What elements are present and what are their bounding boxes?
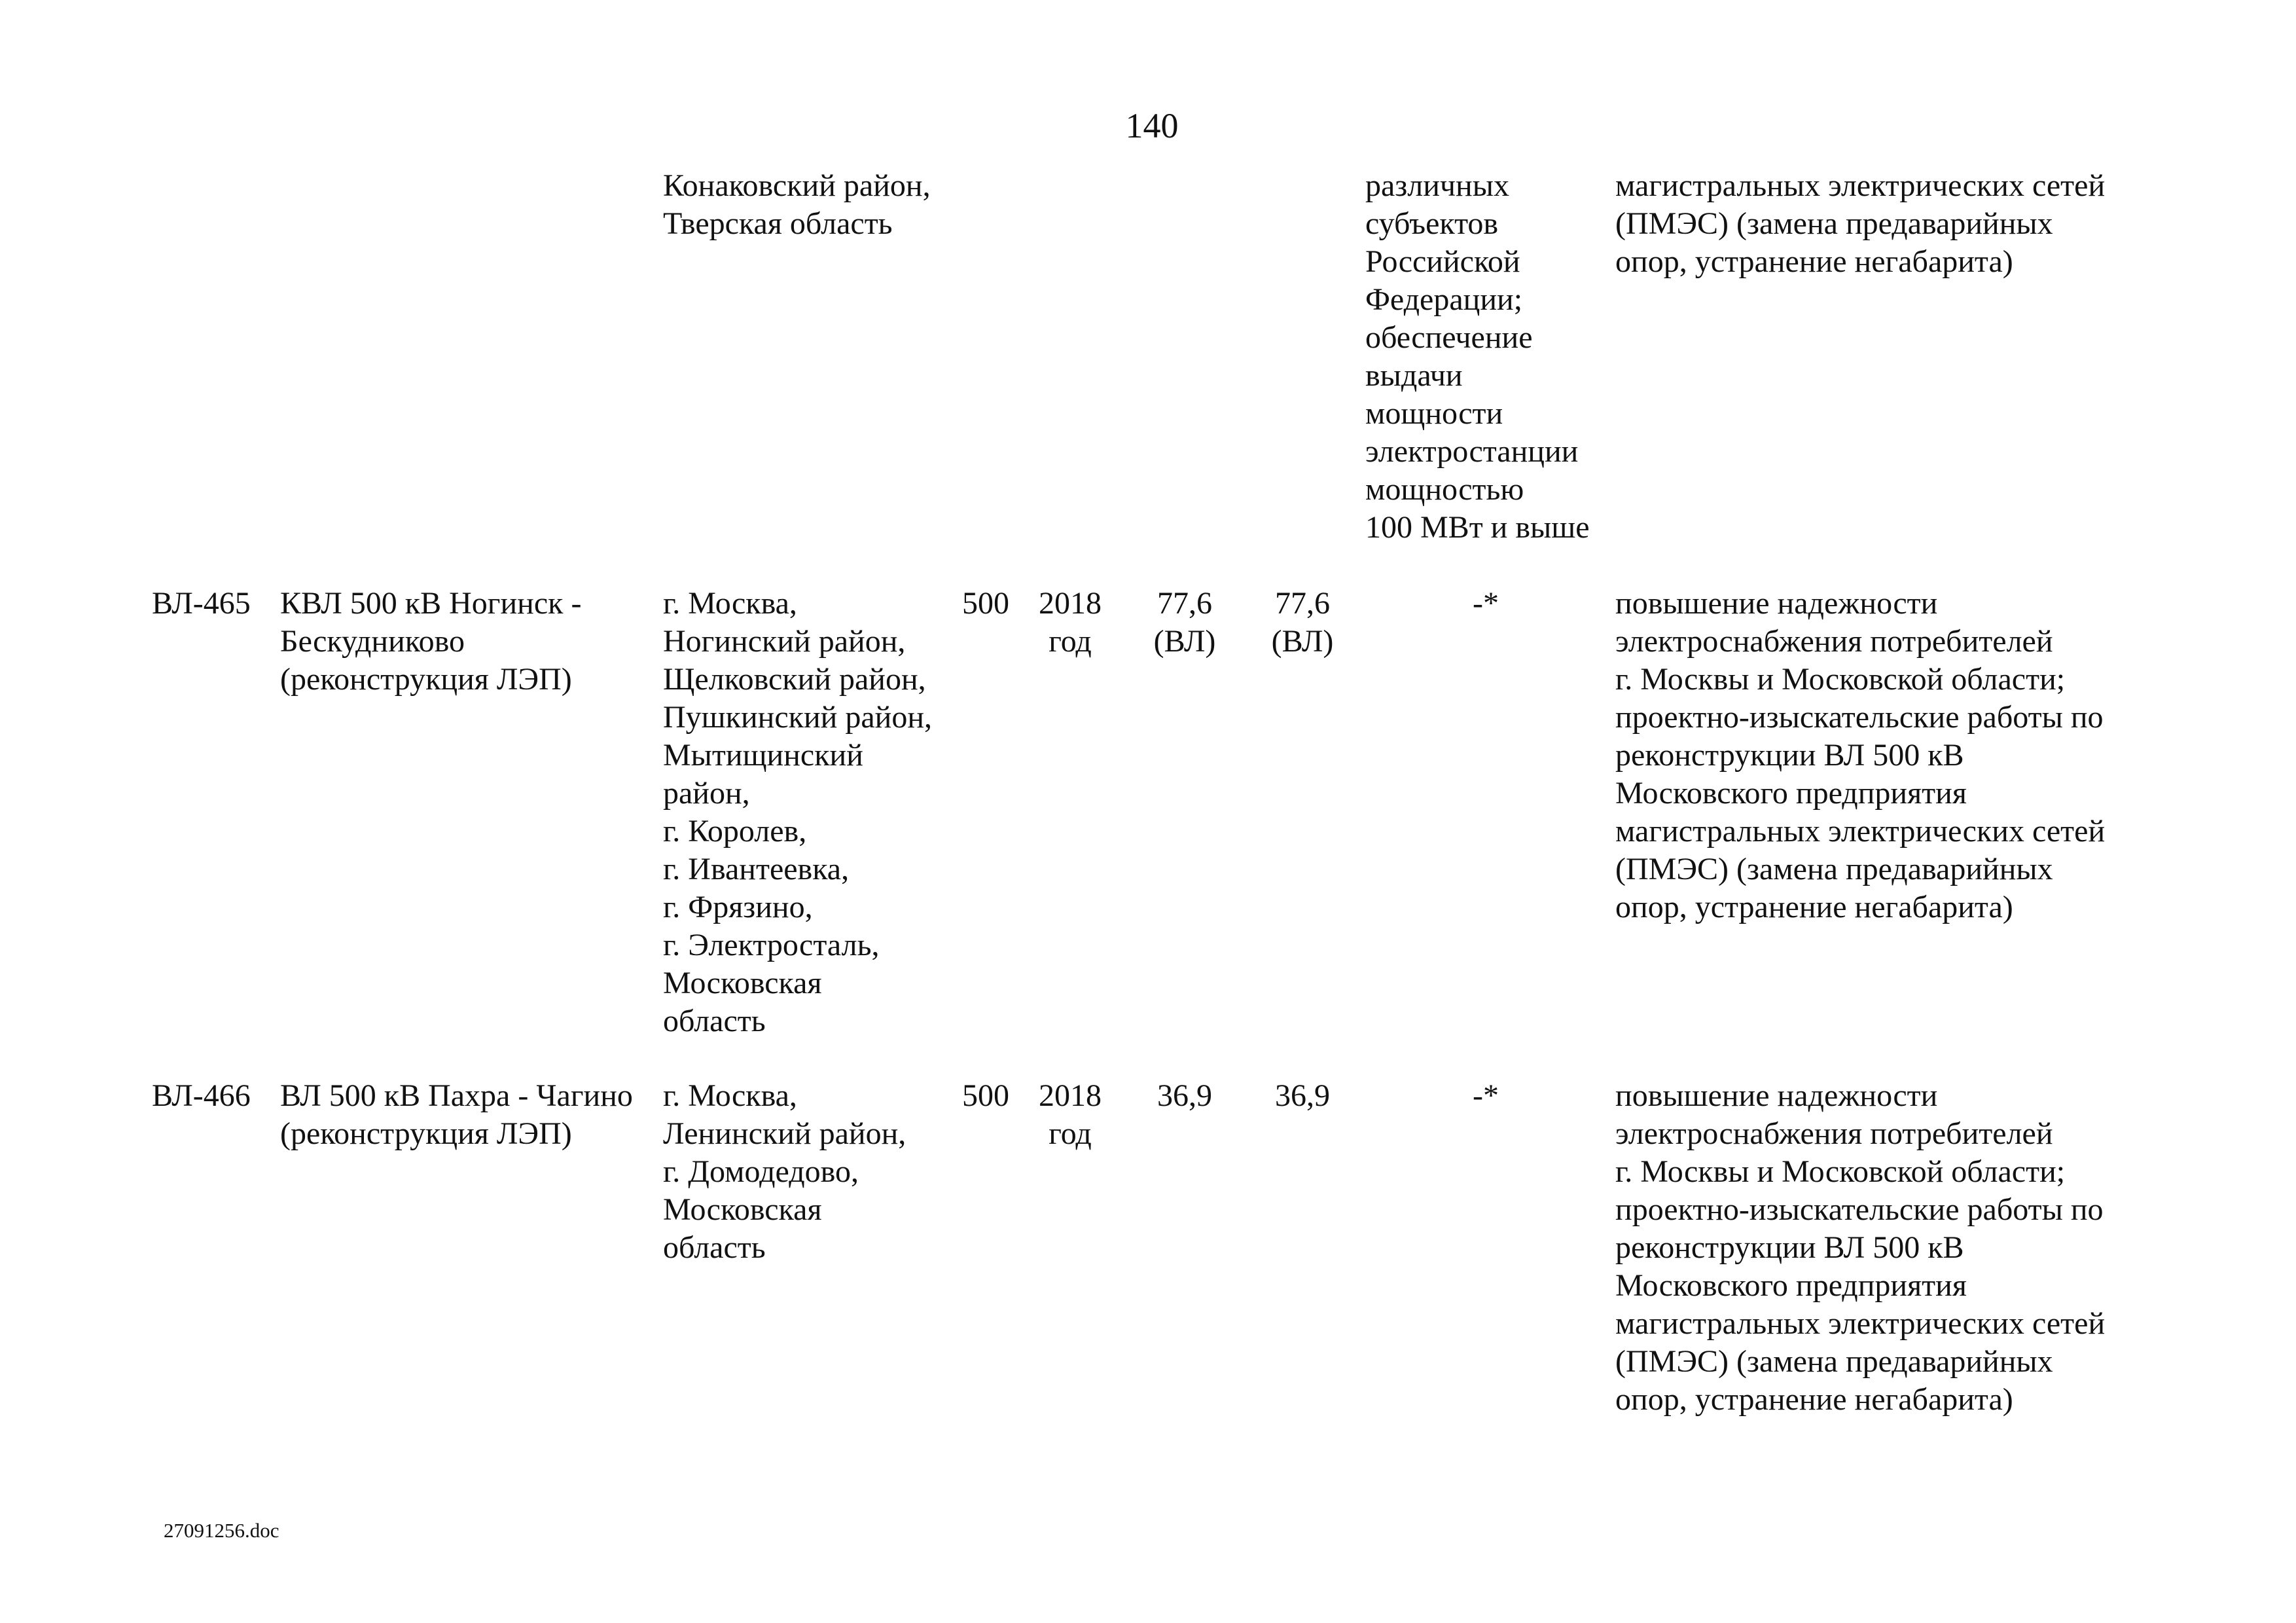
row-voltage: 500 — [962, 586, 1009, 621]
row-year: 2018 год — [1039, 1078, 1102, 1151]
row-voltage: 500 — [962, 1078, 1009, 1113]
continued-location: Конаковский район, Тверская область — [663, 168, 931, 241]
row-justification: повышение надежности электроснабжения потребителей г. Москвы и Московской области; проектно-изыскательские работы по реконструкции ВЛ 500 кВ Московского предприятия магистральных электрических сетей (ПМЭС) (замена предаварийных опор, устранение негабарита) — [1615, 586, 2106, 924]
row-name: ВЛ 500 кВ Пахра - Чагино (реконструкция ЛЭП) — [280, 1078, 633, 1151]
page-number: 140 — [1125, 106, 1179, 145]
row-purpose: -* — [1473, 1078, 1499, 1113]
row-justification: повышение надежности электроснабжения потребителей г. Москвы и Московской области; проектно-изыскательские работы по реконструкции ВЛ 500 кВ Московского предприятия магистральных электрических сетей (ПМЭС) (замена предаварийных опор, устранение негабарита) — [1615, 1078, 2106, 1417]
row-length-2: 36,9 — [1275, 1078, 1330, 1113]
row-location: г. Москва, Ногинский район, Щелковский район, Пушкинский район, Мытищинский район, г. Королев, г. Ивантеевка, г. Фрязино, г. Электросталь, Московская область — [663, 586, 932, 1038]
row-name: КВЛ 500 кВ Ногинск - Бескудниково (реконструкция ЛЭП) — [280, 586, 582, 697]
row-purpose: -* — [1473, 586, 1499, 621]
continued-purpose: различных субъектов Российской Федерации; обеспечение выдачи мощности электростанции мощностью 100 МВт и выше — [1365, 168, 1590, 545]
row-length-1: 77,6 (ВЛ) — [1153, 586, 1216, 659]
row-length-1: 36,9 — [1157, 1078, 1212, 1113]
footer-doc-code: 27091256.doc — [164, 1519, 279, 1542]
row-code: ВЛ-465 — [152, 586, 251, 621]
row-code: ВЛ-466 — [152, 1078, 251, 1113]
continued-justification: магистральных электрических сетей (ПМЭС) (замена предаварийных опор, устранение негабарита) — [1615, 168, 2106, 279]
row-location: г. Москва, Ленинский район, г. Домодедово, Московская область — [663, 1078, 906, 1265]
row-year: 2018 год — [1039, 586, 1102, 659]
row-length-2: 77,6 (ВЛ) — [1271, 586, 1334, 659]
